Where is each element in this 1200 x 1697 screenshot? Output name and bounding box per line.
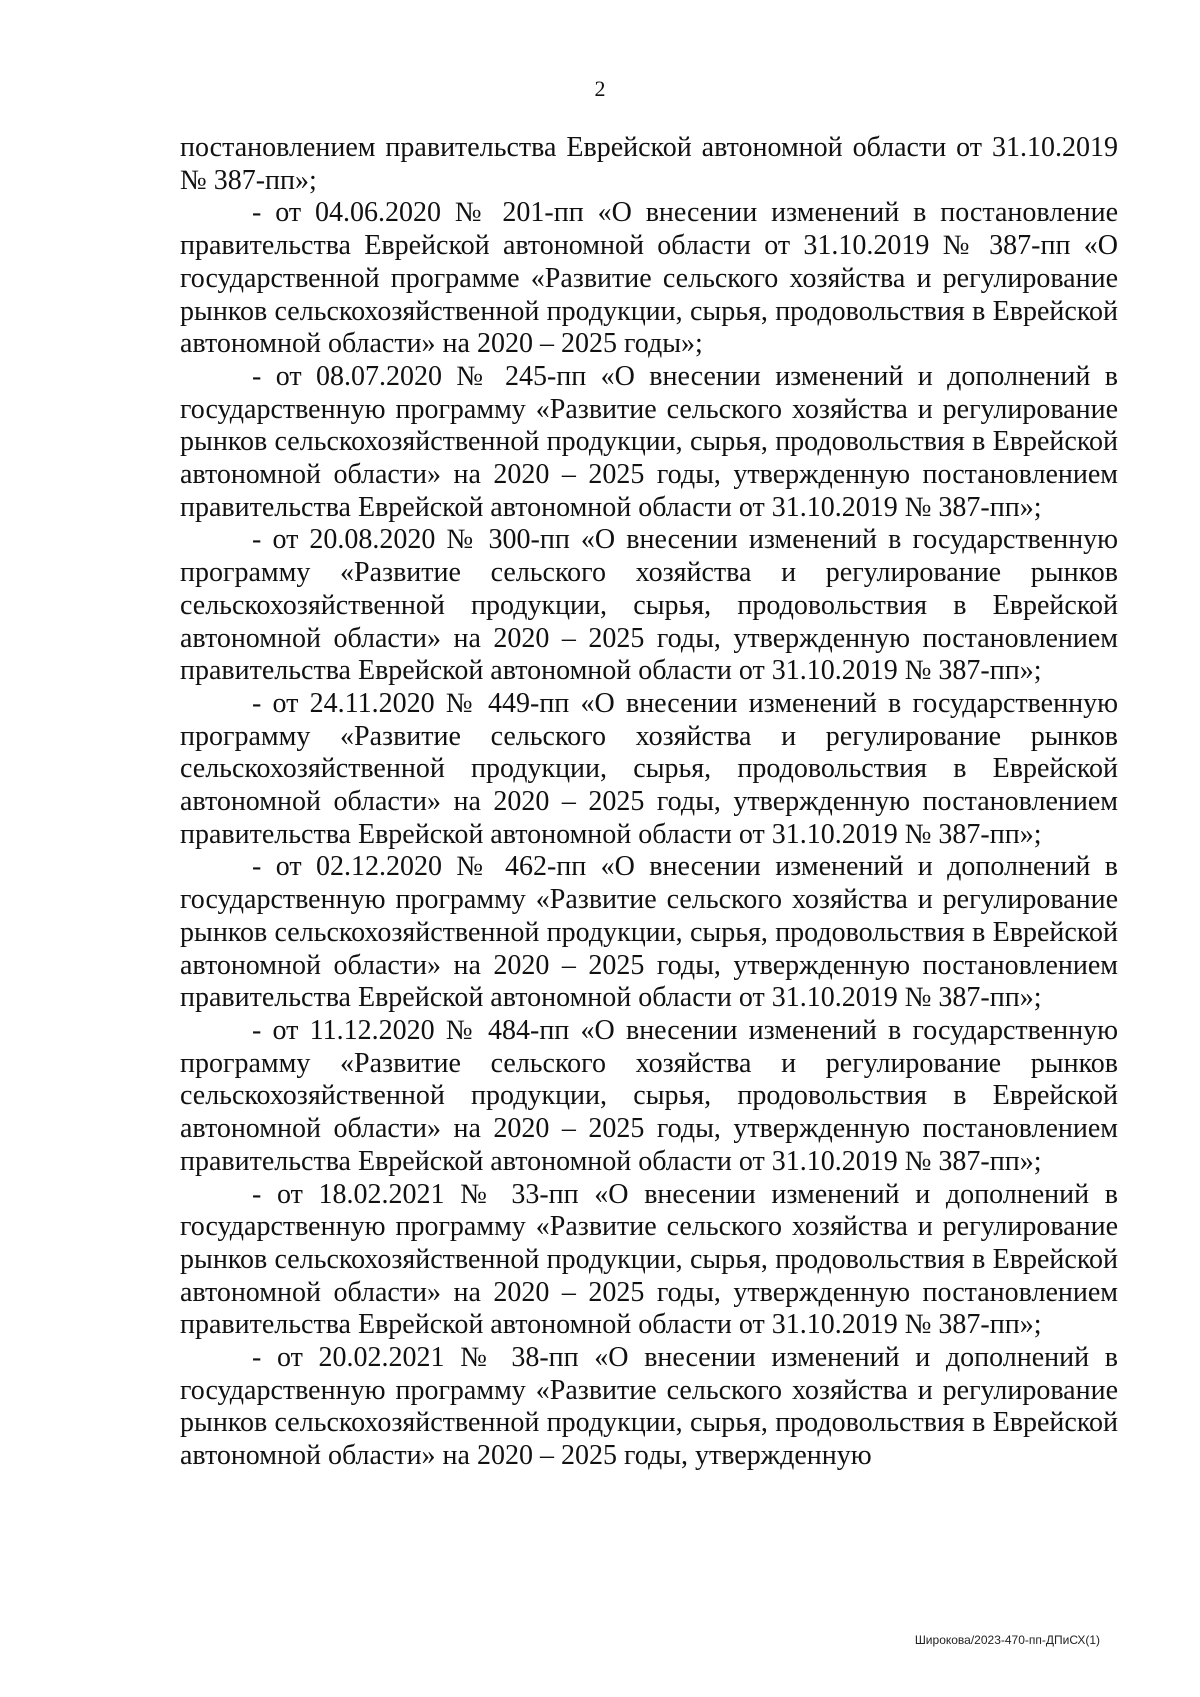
list-item-amendment: - от 11.12.2020 № 484-пп «О внесении изменений в государственную программу «Развитие сельского хозяйства и регулирование рынков сельскохозяйственной продукции, сырья, продовольствия в Еврейской автономной области» на 2020 – 2025 годы, утвержденную постановлением правительства Еврейской автономной области от 31.10.2019 № 387-пп»; [180,1014,1118,1177]
page-number: 2 [594,76,606,101]
list-item-amendment: - от 02.12.2020 № 462-пп «О внесении изменений и дополнений в государственную программу «Развитие сельского хозяйства и регулирование рынков сельскохозяйственной продукции, сырья, продовольствия в Еврейской автономной области» на 2020 – 2025 годы, утвержденную постановлением правительства Еврейской автономной области от 31.10.2019 № 387-пп»; [180,851,1118,1014]
document-code-footer: Широкова/2023-470-пп-ДПиСХ(1) [914,1633,1100,1647]
list-item-amendment: - от 04.06.2020 № 201-пп «О внесении изменений в постановление правительства Еврейской автономной области от 31.10.2019 № 387-пп «О государственной программе «Развитие сельского хозяйства и регулирование рынков сельскохозяйственной продукции, сырья, продовольствия в Еврейской автономной области» на 2020 – 2025 годы»; [180,197,1118,360]
list-item-amendment: - от 18.02.2021 № 33-пп «О внесении изменений и дополнений в государственную программу «Развитие сельского хозяйства и регулирование рынков сельскохозяйственной продукции, сырья, продовольствия в Еврейской автономной области» на 2020 – 2025 годы, утвержденную постановлением правительства Еврейской автономной области от 31.10.2019 № 387-пп»; [180,1178,1118,1341]
paragraph-continuation: постановлением правительства Еврейской автономной области от 31.10.2019 № 387-пп»; [180,132,1118,196]
list-item-amendment: - от 24.11.2020 № 449-пп «О внесении изменений в государственную программу «Развитие сельского хозяйства и регулирование рынков сельскохозяйственной продукции, сырья, продовольствия в Еврейской автономной области» на 2020 – 2025 годы, утвержденную постановлением правительства Еврейской автономной области от 31.10.2019 № 387-пп»; [180,687,1118,850]
list-item-amendment: - от 20.02.2021 № 38-пп «О внесении изменений и дополнений в государственную программу «Развитие сельского хозяйства и регулирование рынков сельскохозяйственной продукции, сырья, продовольствия в Еврейской автономной области» на 2020 – 2025 годы, утвержденную [180,1342,1118,1472]
list-item-amendment: - от 20.08.2020 № 300-пп «О внесении изменений в государственную программу «Развитие сельского хозяйства и регулирование рынков сельскохозяйственной продукции, сырья, продовольствия в Еврейской автономной области» на 2020 – 2025 годы, утвержденную постановлением правительства Еврейской автономной области от 31.10.2019 № 387-пп»; [180,524,1118,687]
document-body [180,132,1118,1473]
list-item-amendment: - от 08.07.2020 № 245-пп «О внесении изменений и дополнений в государственную программу «Развитие сельского хозяйства и регулирование рынков сельскохозяйственной продукции, сырья, продовольствия в Еврейской автономной области» на 2020 – 2025 годы, утвержденную постановлением правительства Еврейской автономной области от 31.10.2019 № 387-пп»; [180,360,1118,523]
